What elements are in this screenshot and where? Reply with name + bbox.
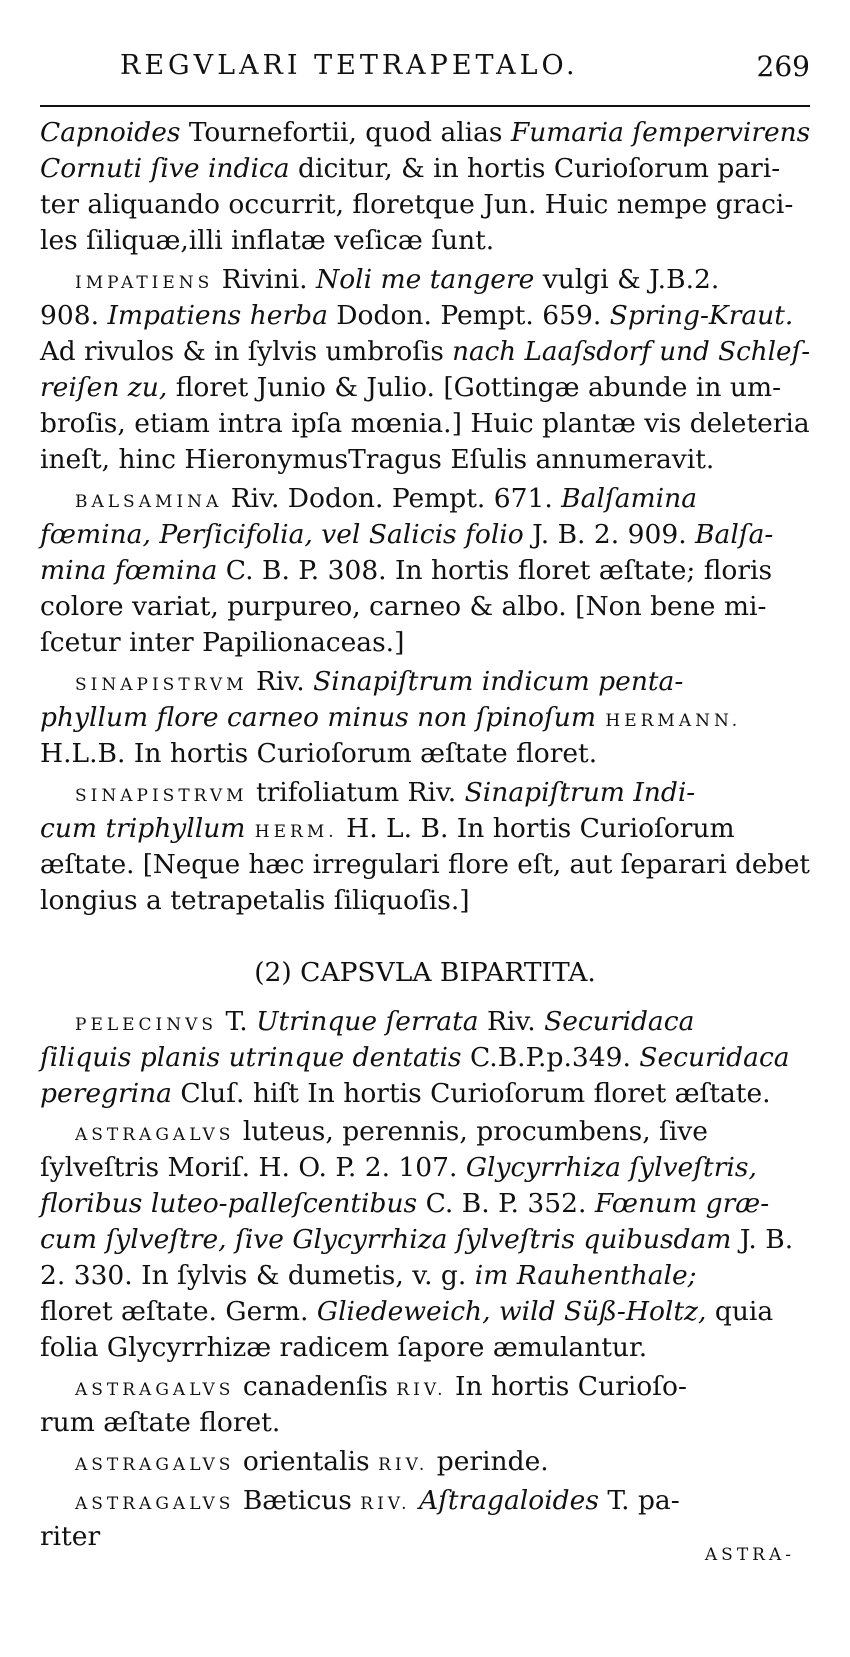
- text-line: reiſen zu, floret Junio & Julio. [Gottingæ abunde in um-: [40, 372, 782, 403]
- text-line: 908. Impatiens herba Dodon. Pempt. 659. Spring-Kraut.: [40, 300, 794, 331]
- text-line: riter: [40, 1521, 101, 1552]
- text-line: Capnoides Tournefortii, quod alias Fumaria ſempervirens: [40, 117, 811, 148]
- text-line: æſtate. [Neque hæc irregulari flore eſt, aut ſeparari debet: [40, 849, 810, 880]
- text-line: floribus luteo-palleſcentibus C. B. P. 352. Fœnum græ-: [40, 1188, 770, 1219]
- text-line: folia Glycyrrhizæ radicem ſapore æmulantur.: [40, 1332, 648, 1363]
- text-line: rum æſtate floret.: [40, 1407, 281, 1438]
- text-line: ſcetur inter Papilionaceas.]: [40, 627, 405, 658]
- text-line: peregrina Cluſ. hiſt In hortis Curioſorum floret æſtate.: [40, 1078, 771, 1109]
- text-line: colore variat, purpureo, carneo & albo. [Non bene mi-: [40, 591, 767, 622]
- entry-line: SINAPISTRVM trifoliatum Riv. Sinapiſtrum Indi-: [75, 777, 696, 808]
- text-line: Cornuti ſive indica dicitur, & in hortis Curioſorum pari-: [40, 153, 781, 184]
- entry-line: BALSAMINA Riv. Dodon. Pempt. 671. Balſamina: [75, 483, 697, 514]
- text-line: cum triphyllum HERM. H. L. B. In hortis Curioſorum: [40, 813, 735, 844]
- text-line: ſylveſtris Moriſ. H. O. P. 2. 107. Glycyrrhiza ſylveſtris,: [40, 1152, 757, 1183]
- entry-line: ASTRAGALVS canadenſis RIV. In hortis Curioſo-: [75, 1371, 687, 1402]
- entry-line: SINAPISTRVM Riv. Sinapiſtrum indicum penta-: [75, 666, 684, 697]
- text-line: 2. 330. In ſylvis & dumetis, v. g. im Rauhenthale;: [40, 1260, 697, 1291]
- catchword: ASTRA-: [704, 1545, 795, 1565]
- text-line: mina fœmina C. B. P. 308. In hortis floret æſtate; floris: [40, 555, 773, 586]
- text-line: ter aliquando occurrit, floretque Jun. Huic nempe graci-: [40, 189, 794, 220]
- entry-line: ASTRAGALVS orientalis RIV. perinde.: [75, 1446, 549, 1477]
- text-line: phyllum flore carneo minus non ſpinoſum HERMANN.: [40, 702, 742, 733]
- text-line: ſiliquis planis utrinque dentatis C.B.P.p.349. Securidaca: [40, 1042, 790, 1073]
- entry-line: ASTRAGALVS Bæticus RIV. Aſtragaloides T. pa-: [75, 1485, 680, 1516]
- running-header: [120, 50, 810, 90]
- text-line: Ad rivulos & in ſylvis umbroſis nach Laaſsdorf und Schleſ-: [40, 336, 811, 367]
- entry-line: ASTRAGALVS luteus, perennis, procumbens, ſive: [75, 1116, 708, 1147]
- text-line: fœmina, Perſicifolia, vel Salicis folio J. B. 2. 909. Balſa-: [40, 519, 774, 550]
- text-line: les ſiliquæ,illi inflatæ veſicæ ſunt.: [40, 225, 495, 256]
- text-line: broſis, etiam intra ipſa mœnia.] Huic plantæ vis deleteria: [40, 408, 810, 439]
- running-title: REGVLARI TETRAPETALO.: [120, 50, 579, 81]
- section-heading: (2) CAPSVLA BIPARTITA.: [254, 957, 596, 988]
- entry-line: PELECINVS T. Utrinque ſerrata Riv. Securidaca: [75, 1006, 695, 1037]
- text-line: ineſt, hinc HieronymusTragus Eſulis annumeravit.: [40, 444, 715, 475]
- text-line: longius a tetrapetalis ſiliquoſis.]: [40, 885, 470, 916]
- text-line: H.L.B. In hortis Curioſorum æſtate floret.: [40, 738, 598, 769]
- page-number: 269: [756, 50, 810, 83]
- text-line: cum ſylveſtre, ſive Glycyrrhiza ſylveſtris quibusdam J. B.: [40, 1224, 794, 1255]
- header-rule: [40, 105, 810, 107]
- text-line: floret æſtate. Germ. Gliedeweich, wild Süß-Holtz, quia: [40, 1296, 774, 1327]
- entry-line: IMPATIENS Rivini. Noli me tangere vulgi & J.B.2.: [75, 264, 720, 295]
